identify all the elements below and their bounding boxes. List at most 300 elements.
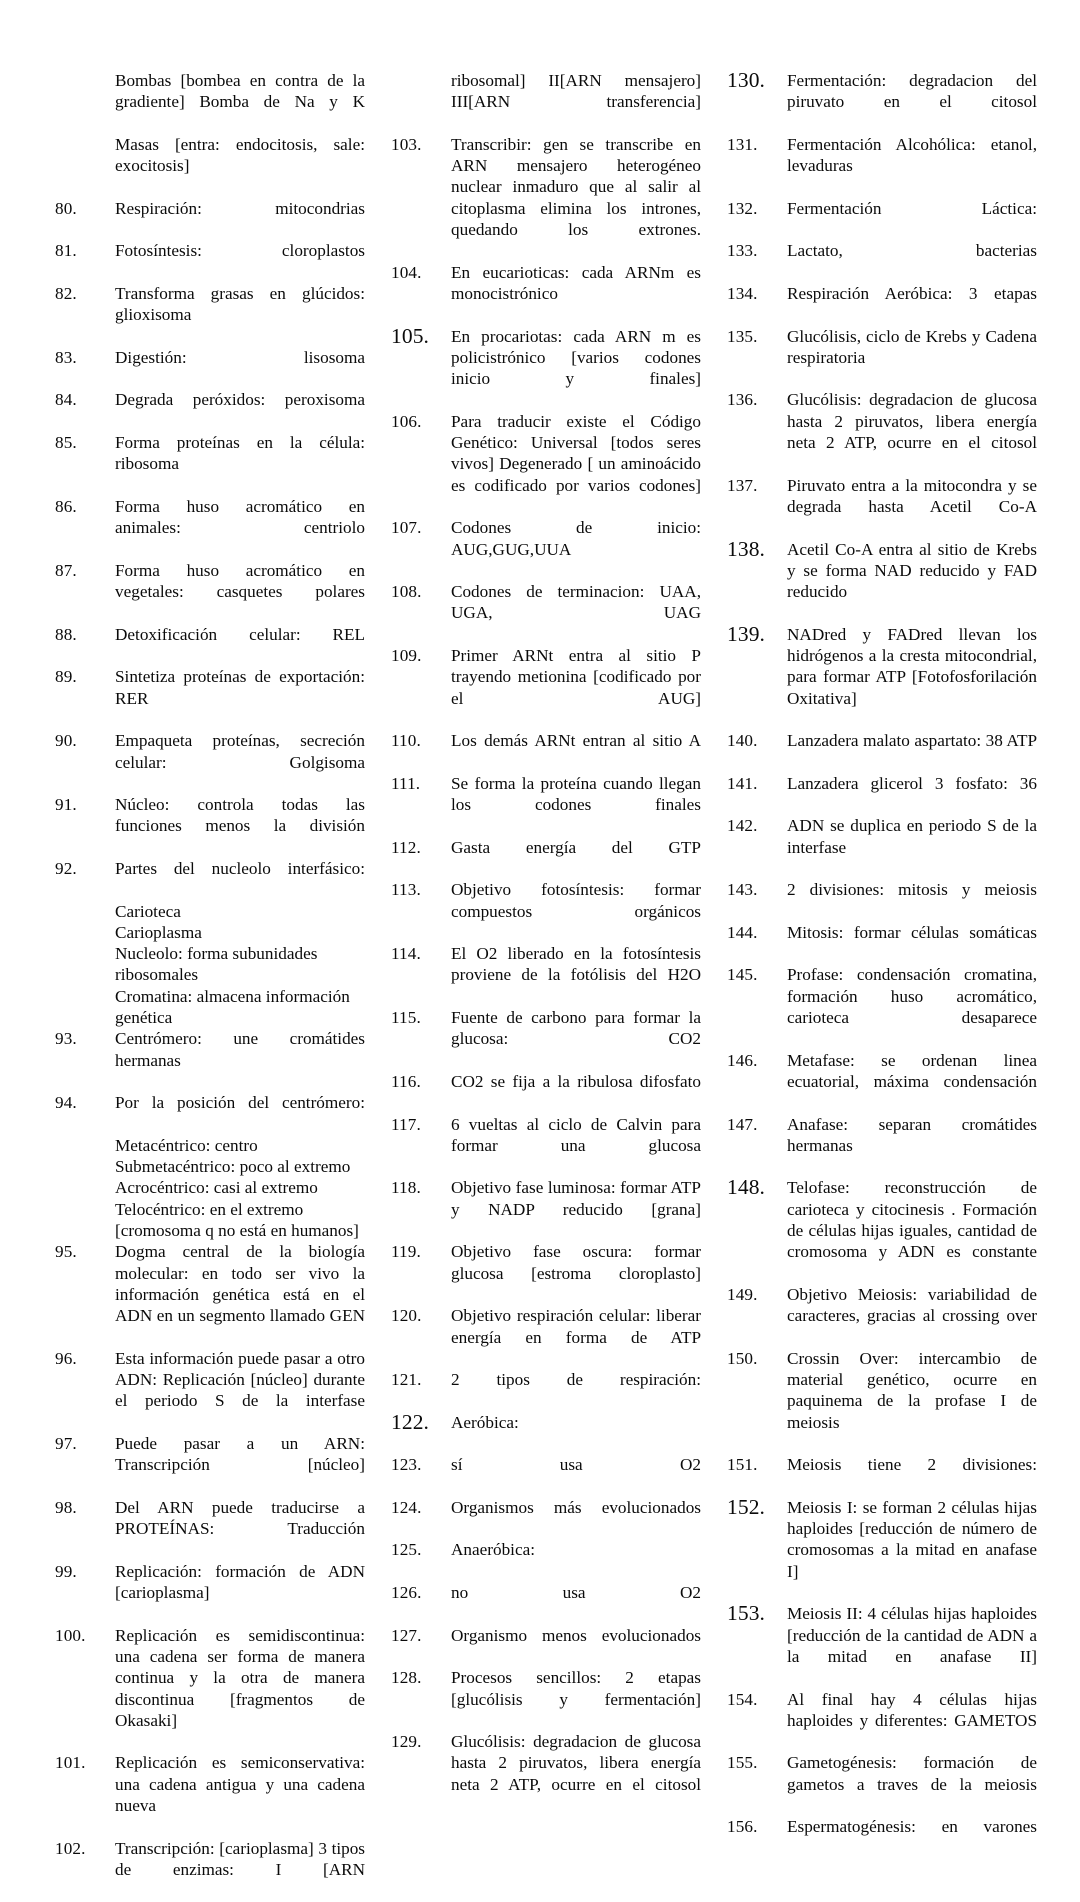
list-item — [727, 326, 1037, 390]
list-item-text: 2 divisiones: mitosis y meiosis — [787, 880, 1037, 900]
list-item-body — [451, 1071, 701, 1114]
list-item-number: 87. — [55, 560, 77, 580]
list-item — [391, 943, 701, 1007]
list-item-body — [787, 1177, 1037, 1283]
list-item-text: Codones de inicio: AUG,GUG,UUA — [451, 518, 701, 559]
list-item-body — [787, 1454, 1037, 1497]
list-item-number: 141. — [727, 773, 758, 793]
list-item-number: 83. — [55, 347, 77, 367]
list-item — [55, 624, 365, 667]
list-item-number: 151. — [727, 1455, 758, 1475]
list-item-body — [451, 1114, 701, 1178]
list-item-subline: Cromatina: almacena información genética — [115, 986, 350, 1028]
list-item — [55, 1838, 365, 1902]
list-item — [391, 323, 701, 411]
list-item-number: 143. — [727, 880, 758, 900]
list-item — [391, 1114, 701, 1178]
list-item-text: Crossin Over: intercambio de material genético, ocurre en paquinema de la profase I de meiosis — [787, 1348, 1037, 1432]
list-item-text: ADN se duplica en periodo S de la interfase — [787, 816, 1037, 857]
list-item-body — [451, 134, 701, 262]
list-item — [55, 240, 365, 283]
list-item-number: 142. — [727, 816, 758, 836]
list-item-body — [451, 1731, 701, 1816]
list-item-text: Dogma central de la biología molecular: en todo ser vivo la información genética está en el ADN en un segmento llamado GEN — [115, 1242, 365, 1326]
list-item — [727, 1284, 1037, 1348]
list-item-number: 85. — [55, 433, 77, 453]
list-item-text: Organismo menos evolucionados — [451, 1625, 701, 1645]
list-item — [55, 1241, 365, 1347]
list-item-body — [787, 389, 1037, 474]
list-item — [391, 1497, 701, 1540]
list-item-body — [451, 645, 701, 730]
list-item-text: Meiosis II: 4 células hijas haploides [reducción de la cantidad de ADN a la mitad en anafase II] — [787, 1604, 1037, 1666]
list-item — [55, 1497, 365, 1561]
list-item — [391, 730, 701, 773]
list-item-body — [787, 198, 1037, 241]
list-item-number: 147. — [727, 1114, 758, 1134]
list-item-body — [451, 1582, 701, 1625]
continuation-text: ribosomal] II[ARN mensajero] III[ARN transferencia] — [451, 71, 701, 112]
list-item-body — [451, 1667, 701, 1731]
list-item — [727, 536, 1037, 624]
list-item — [55, 1752, 365, 1837]
column-right — [727, 70, 1037, 1859]
list-item-text: Por la posición del centrómero: — [115, 1093, 365, 1113]
list-item-body — [451, 1539, 701, 1582]
list-item-number: 131. — [727, 134, 758, 154]
list-item-text: Forma huso acromático en animales: centriolo — [115, 496, 365, 538]
list-item-number: 113. — [391, 880, 421, 900]
list-item — [727, 283, 1037, 326]
list-item — [727, 1177, 1037, 1283]
list-item-number: 90. — [55, 731, 77, 751]
continuation-text: Masas [entra: endocitosis, sale: exocitosis] — [115, 134, 365, 176]
list-item — [727, 1050, 1037, 1114]
list-item-body — [451, 262, 701, 326]
list-item-body — [787, 964, 1037, 1049]
list-item-body — [787, 70, 1037, 134]
list-item-number: 88. — [55, 624, 77, 644]
list-item-text: El O2 liberado en la fotosíntesis proviene de la fotólisis del H2O — [451, 944, 701, 985]
list-item — [727, 1114, 1037, 1178]
list-item-number: 125. — [391, 1540, 422, 1560]
list-item — [55, 283, 365, 347]
list-item-number: 120. — [391, 1306, 422, 1326]
list-item-body — [451, 326, 701, 411]
list-item — [727, 70, 1037, 134]
list-item-number: 137. — [727, 475, 758, 495]
list-item-number: 86. — [55, 496, 77, 516]
list-item-text: Replicación es semiconservativa: una cadena antigua y una cadena nueva — [115, 1753, 365, 1816]
list-item-body — [451, 1625, 701, 1668]
list-item-number: 104. — [391, 262, 422, 282]
list-item-subline: Carioteca — [115, 901, 181, 921]
list-item-body — [787, 1497, 1037, 1603]
list-item-body — [451, 411, 701, 517]
list-item-text: Codones de terminacion: UAA, UGA, UAG — [451, 582, 701, 623]
list-item — [55, 1028, 365, 1092]
list-item-body — [115, 1433, 365, 1497]
list-item-body — [451, 1305, 701, 1369]
list-item-number: 100. — [55, 1625, 86, 1645]
list-item — [55, 347, 365, 390]
list-item-text: Núcleo: controla todas las funciones menos la división — [115, 795, 365, 836]
list-item-number: 150. — [727, 1348, 758, 1368]
list-item — [727, 389, 1037, 474]
list-item-number: 148. — [727, 1175, 766, 1200]
list-item-text: Degrada peróxidos: peroxisoma — [115, 390, 365, 410]
list-item — [727, 134, 1037, 198]
list-item-text: Respiración Aeróbica: 3 etapas — [787, 283, 1037, 303]
list-item-text: no usa O2 — [451, 1583, 701, 1603]
list-item — [391, 411, 701, 517]
list-item-body — [451, 1454, 701, 1497]
list-item-number: 133. — [727, 241, 758, 261]
list-item-text: Los demás ARNt entran al sitio A — [451, 731, 701, 751]
list-item-body — [115, 1241, 365, 1347]
list-item-text: Transcribir: gen se transcribe en ARN mensajero heterogéneo nuclear inmaduro que al salir al citoplasma elimina los intrones, quedando los extrones. — [451, 134, 701, 240]
list-item — [727, 240, 1037, 283]
list-item-text: Fermentación: degradacion del piruvato en el citosol — [787, 71, 1037, 112]
list-item-body — [115, 1838, 365, 1902]
list-item-subline: Carioplasma — [115, 922, 202, 942]
list-item-number: 103. — [391, 134, 422, 154]
list-item-body — [115, 1092, 365, 1241]
continuation-text: Bombas [bombea en contra de la gradiente] Bomba de Na y K — [115, 71, 365, 112]
list-item-body — [787, 539, 1037, 624]
list-item-body — [115, 794, 365, 858]
list-item — [55, 1092, 365, 1241]
list-item — [727, 475, 1037, 539]
list-item-number: 128. — [391, 1668, 422, 1688]
list-item-body — [115, 1561, 365, 1625]
list-item-text: Transforma grasas en glúcidos: glioxisoma — [115, 283, 365, 325]
list-item-body — [115, 730, 365, 794]
list-item — [391, 1582, 701, 1625]
list-item-text: Para traducir existe el Código Genético: Universal [todos seres vivos] Degenerado [ un aminoácido es codificado por varios codones] — [451, 411, 701, 495]
list-item-number: 101. — [55, 1753, 86, 1773]
list-item-text: Procesos sencillos: 2 etapas [glucólisis y fermentación] — [451, 1668, 701, 1709]
list-item-number: 124. — [391, 1497, 422, 1517]
list-item — [55, 666, 365, 730]
list-item-number: 81. — [55, 241, 77, 261]
list-item — [55, 730, 365, 794]
list-item-text: Respiración: mitocondrias — [115, 198, 365, 218]
list-item-body — [787, 922, 1037, 965]
list-item — [391, 645, 701, 730]
list-item — [391, 262, 701, 326]
list-item-number: 135. — [727, 326, 758, 346]
list-item-text: sí usa O2 — [451, 1455, 701, 1475]
list-item-number: 91. — [55, 795, 77, 815]
list-item-text: CO2 se fija a la ribulosa difosfato — [451, 1071, 701, 1091]
list-item-body — [787, 1752, 1037, 1816]
list-item — [727, 773, 1037, 816]
list-item-number: 138. — [727, 536, 766, 561]
list-item-text: Metafase: se ordenan linea ecuatorial, máxima condensación — [787, 1050, 1037, 1091]
list-item-number: 93. — [55, 1029, 77, 1049]
list-item-body — [451, 581, 701, 645]
list-item-body — [451, 1369, 701, 1412]
list-item — [55, 1625, 365, 1753]
list-item-number: 149. — [727, 1284, 758, 1304]
list-item-body — [115, 347, 365, 390]
list-item-text: Profase: condensación cromatina, formación huso acromático, carioteca desaparece — [787, 965, 1037, 1028]
list-item-body — [115, 1497, 365, 1561]
list-item — [727, 1816, 1037, 1859]
list-item-text: 2 tipos de respiración: — [451, 1370, 701, 1390]
list-item-body — [787, 879, 1037, 922]
list-item-number: 121. — [391, 1370, 422, 1390]
list-item-number: 114. — [391, 944, 421, 964]
list-item-subline: Telocéntrico: en el extremo [cromosoma q no está en humanos] — [115, 1199, 359, 1241]
list-item-text: Replicación es semidiscontinua: una cadena ser forma de manera continua y la otra de manera discontinua [fragmentos de Okasaki] — [115, 1625, 365, 1730]
list-item-text: Puede pasar a un ARN: Transcripción [núcleo] — [115, 1434, 365, 1475]
list-item-text: 6 vueltas al ciclo de Calvin para formar una glucosa — [451, 1114, 701, 1155]
list-item — [55, 1348, 365, 1433]
list-item-body — [787, 1284, 1037, 1348]
list-item-body — [787, 1050, 1037, 1114]
list-item-subline: Acrocéntrico: casi al extremo — [115, 1178, 318, 1198]
list-item-number: 139. — [727, 621, 766, 646]
list-item-number: 107. — [391, 518, 422, 538]
list-item-body — [787, 624, 1037, 730]
list-item-body — [451, 1412, 701, 1455]
list-item-text: Organismos más evolucionados — [451, 1497, 701, 1517]
list-item — [391, 1731, 701, 1816]
list-item-text: En procariotas: cada ARN m es policistrónico [varios codones inicio y finales] — [451, 326, 701, 389]
list-item-text: Acetil Co-A entra al sitio de Krebs y se forma NAD reducido y FAD reducido — [787, 539, 1037, 602]
three-column-layout — [55, 68, 1037, 1902]
list-item-body — [787, 815, 1037, 879]
list-item — [727, 1689, 1037, 1753]
list-item-body — [451, 773, 701, 837]
list-item-text: Lanzadera malato aspartato: 38 ATP — [787, 731, 1037, 751]
list-item — [391, 1007, 701, 1071]
list-item-number: 144. — [727, 922, 758, 942]
list-item — [391, 1625, 701, 1668]
list-item-text: NADred y FADred llevan los hidrógenos a la cresta mitocondrial, para formar ATP [Fotofosforilación Oxitativa] — [787, 624, 1037, 708]
list-item-number: 154. — [727, 1689, 758, 1709]
list-item-body — [115, 624, 365, 667]
list-item-number: 118. — [391, 1178, 421, 1198]
list-item-text: Fermentación Láctica: — [787, 198, 1037, 218]
list-item-text: Mitosis: formar células somáticas — [787, 922, 1037, 942]
list-item-body — [451, 730, 701, 773]
list-item-text: Lactato, bacterias — [787, 241, 1037, 261]
list-item — [391, 1409, 701, 1455]
list-item-body — [451, 517, 701, 581]
list-item — [391, 1369, 701, 1412]
list-item — [391, 1454, 701, 1497]
list-item-text: Meiosis tiene 2 divisiones: — [787, 1455, 1037, 1475]
list-item-text: Anafase: separan cromátides hermanas — [787, 1114, 1037, 1155]
list-item-body — [115, 496, 365, 560]
list-item-text: Gametogénesis: formación de gametos a traves de la meiosis — [787, 1753, 1037, 1794]
list-item-number: 156. — [727, 1817, 758, 1837]
list-item — [727, 621, 1037, 730]
list-item-text: Se forma la proteína cuando llegan los codones finales — [451, 773, 701, 815]
list-item-number: 115. — [391, 1008, 421, 1028]
list-item — [727, 198, 1037, 241]
list-item-text: Fermentación Alcohólica: etanol, levaduras — [787, 134, 1037, 176]
list-item — [55, 389, 365, 432]
list-item-subline: Submetacéntrico: poco al extremo — [115, 1157, 351, 1177]
list-item-number: 155. — [727, 1753, 758, 1773]
list-item-body — [115, 666, 365, 730]
list-item — [55, 496, 365, 560]
list-item-body — [115, 240, 365, 283]
list-item — [391, 1667, 701, 1731]
list-item-text: Objetivo respiración celular: liberar energía en forma de ATP — [451, 1306, 701, 1347]
list-item-body — [115, 432, 365, 496]
list-item-text: Aeróbica: — [451, 1412, 519, 1432]
list-item-text: Gasta energía del GTP — [451, 837, 701, 857]
list-item-body — [787, 326, 1037, 390]
list-item — [55, 198, 365, 241]
list-item-body — [115, 1752, 365, 1837]
list-item — [727, 964, 1037, 1049]
list-item-text: En eucarioticas: cada ARNm es monocistrónico — [451, 262, 701, 303]
list-item — [727, 1752, 1037, 1816]
list-item-body — [115, 389, 365, 432]
list-item-text: Empaqueta proteínas, secreción celular: Golgisoma — [115, 731, 365, 772]
list-item-text: Anaeróbica: — [451, 1540, 535, 1560]
list-item-text: Forma proteínas en la célula: ribosoma — [115, 433, 365, 474]
list-item-number: 92. — [55, 858, 77, 878]
list-item-text: Centrómero: une cromátides hermanas — [115, 1029, 365, 1070]
column-left — [55, 70, 365, 1902]
list-item-text: Primer ARNt entra al sitio P trayendo metionina [codificado por el AUG] — [451, 646, 701, 708]
list-item-number: 116. — [391, 1071, 421, 1091]
list-item — [727, 879, 1037, 922]
list-item-body — [787, 134, 1037, 198]
list-item-number: 96. — [55, 1348, 77, 1368]
list-item-body — [451, 1497, 701, 1540]
continuation-paragraph — [55, 134, 365, 198]
list-item-number: 153. — [727, 1601, 766, 1626]
list-item-number: 146. — [727, 1050, 758, 1070]
list-item-number: 136. — [727, 390, 758, 410]
list-item-body — [787, 1689, 1037, 1753]
list-item-number: 145. — [727, 965, 758, 985]
list-item-body — [115, 1028, 365, 1092]
list-item — [727, 922, 1037, 965]
list-item-subline: Metacéntrico: centro — [115, 1135, 258, 1155]
list-item-body — [115, 1348, 365, 1433]
list-item — [727, 730, 1037, 773]
list-item-number: 110. — [391, 731, 421, 751]
list-item-body — [451, 1177, 701, 1241]
list-item-body — [451, 837, 701, 880]
list-item-text: Replicación: formación de ADN [carioplasma] — [115, 1561, 365, 1603]
list-item-text: Transcripción: [carioplasma] 3 tipos de enzimas: I [ARN — [115, 1838, 365, 1879]
list-item — [391, 773, 701, 837]
list-item-number: 126. — [391, 1583, 422, 1603]
list-item-text: Fuente de carbono para formar la glucosa: CO2 — [451, 1008, 701, 1049]
list-item-number: 97. — [55, 1434, 77, 1453]
list-item-body — [787, 1603, 1037, 1688]
list-item-body — [115, 560, 365, 624]
list-item-number: 106. — [391, 411, 422, 431]
list-item-body — [787, 730, 1037, 773]
list-item-text: Espermatogénesis: en varones — [787, 1817, 1037, 1837]
list-item-text: Detoxificación celular: REL — [115, 624, 365, 644]
list-item — [391, 1241, 701, 1305]
list-item-number: 102. — [55, 1838, 86, 1858]
list-item-number: 98. — [55, 1497, 77, 1517]
list-item-body — [115, 1625, 365, 1753]
list-item-number: 129. — [391, 1732, 422, 1752]
list-item-text: Sintetiza proteínas de exportación: RER — [115, 667, 365, 708]
column-middle — [391, 70, 701, 1816]
list-item-text: Glucólisis: degradacion de glucosa hasta 2 piruvatos, libera energía neta 2 ATP, ocurre en el citosol — [787, 390, 1037, 453]
list-item-number: 84. — [55, 390, 77, 410]
list-item-body — [451, 1241, 701, 1305]
continuation-paragraph — [55, 70, 365, 134]
list-item-text: Partes del nucleolo interfásico: — [115, 858, 365, 878]
list-item-number: 89. — [55, 667, 77, 687]
list-item-text: Lanzadera glicerol 3 fosfato: 36 — [787, 773, 1037, 793]
list-item-number: 123. — [391, 1455, 422, 1475]
list-item-text: Objetivo fase luminosa: formar ATP y NADP reducido [grana] — [451, 1178, 701, 1219]
list-item — [55, 432, 365, 496]
list-item-body — [451, 1007, 701, 1071]
list-item-body — [115, 858, 365, 1028]
list-item-body — [787, 240, 1037, 283]
list-item — [391, 1539, 701, 1582]
list-item — [391, 837, 701, 880]
list-item — [727, 1494, 1037, 1603]
list-item-text: Digestión: lisosoma — [115, 347, 365, 367]
list-item-number: 134. — [727, 283, 758, 303]
list-item-number: 130. — [727, 68, 766, 92]
list-item — [55, 1433, 365, 1497]
list-item-number: 112. — [391, 837, 421, 857]
list-item-text: Glucólisis: degradacion de glucosa hasta 2 piruvatos, libera energía neta 2 ATP, ocurre en el citosol — [451, 1732, 701, 1794]
list-item-number: 140. — [727, 731, 758, 751]
list-item-number: 152. — [727, 1494, 766, 1519]
list-item-body — [787, 1114, 1037, 1178]
list-item-body — [787, 475, 1037, 539]
list-item — [727, 1454, 1037, 1497]
list-item-body — [787, 1348, 1037, 1454]
list-item-body — [115, 283, 365, 347]
list-item-text: Meiosis I: se forman 2 células hijas haploides [reducción de número de cromosomas a la mitad en anafase I] — [787, 1497, 1037, 1581]
list-item-body — [451, 879, 701, 943]
list-item — [55, 560, 365, 624]
list-item — [391, 517, 701, 581]
list-item-body — [787, 773, 1037, 816]
list-item-body — [787, 283, 1037, 326]
list-item-text: Piruvato entra a la mitocondra y se degrada hasta Acetil Co-A — [787, 475, 1037, 516]
list-item-number: 132. — [727, 198, 758, 218]
list-item-number: 108. — [391, 582, 422, 602]
list-item-number: 117. — [391, 1114, 421, 1134]
list-item — [727, 1603, 1037, 1688]
list-item — [727, 1348, 1037, 1454]
list-item-text: Objetivo Meiosis: variabilidad de caracteres, gracias al crossing over — [787, 1284, 1037, 1326]
list-item-text: Esta información puede pasar a otro ADN: Replicación [núcleo] durante el periodo S de la interfase — [115, 1348, 365, 1411]
list-item-subline: Nucleolo: forma subunidades ribosomales — [115, 944, 318, 985]
list-item-text: Forma huso acromático en vegetales: casquetes polares — [115, 560, 365, 602]
list-item-number: 127. — [391, 1625, 422, 1645]
list-item — [391, 1071, 701, 1114]
list-item-text: Telofase: reconstrucción de carioteca y citocinesis . Formación de células hijas iguales, cantidad de cromosoma y ADN es constante — [787, 1178, 1037, 1262]
list-item-number: 82. — [55, 283, 77, 303]
list-item — [391, 134, 701, 262]
list-item-number: 105. — [391, 323, 430, 348]
